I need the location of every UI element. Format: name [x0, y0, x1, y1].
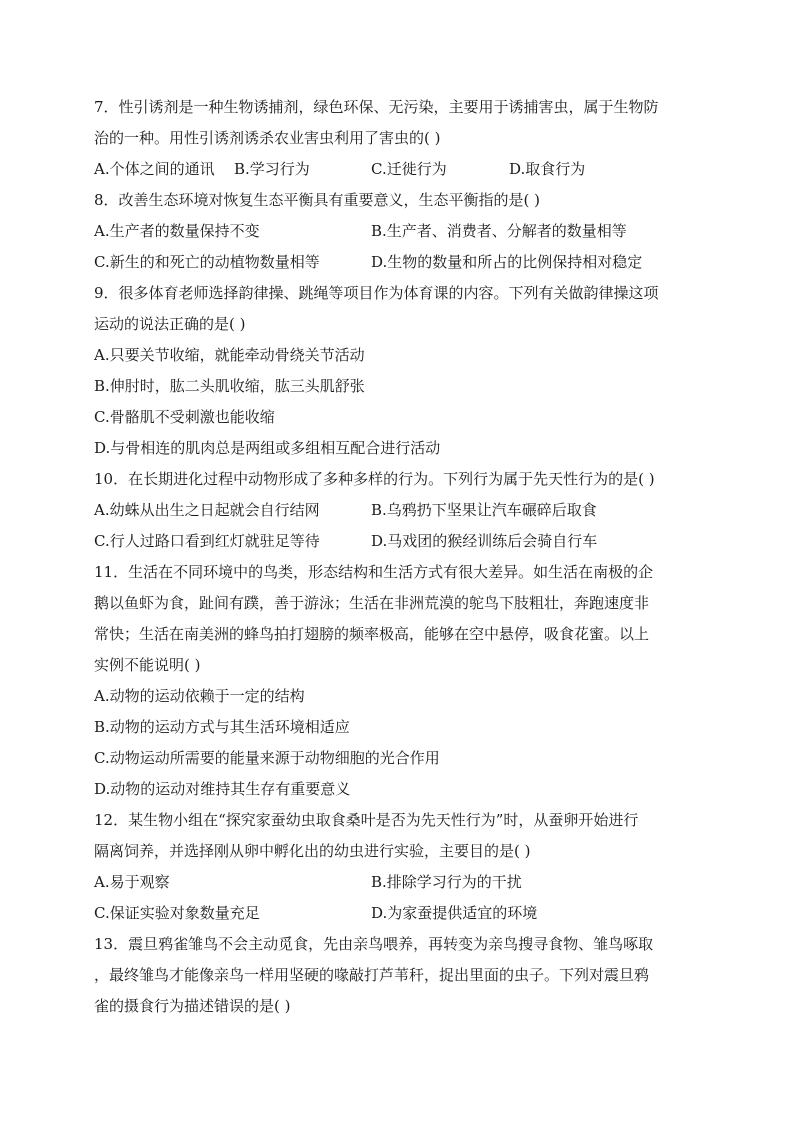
option-b: B.伸肘时，肱二头肌收缩，肱三头肌舒张 [94, 377, 365, 395]
question-stem-line: 10．在长期进化过程中动物形成了多种多样的行为。下列行为属于先天性行为的是( ) [94, 470, 655, 488]
option-d: D.马戏团的猴经训练后会骑自行车 [371, 532, 598, 550]
option-b: B.学习行为 [234, 160, 310, 178]
option-row [94, 495, 700, 526]
question-stem-line: 11．生活在不同环境中的鸟类，形态结构和生活方式有很大差异。如生活在南极的企 [94, 563, 654, 581]
question-stem-line: 12．某生物小组在“探究家蚕幼虫取食桑叶是否为先天性行为”时，从蚕卵开始进行 [94, 811, 639, 829]
option-d: D.为家蚕提供适宜的环境 [371, 904, 538, 922]
option-row [94, 154, 700, 185]
option-b: B.排除学习行为的干扰 [371, 873, 522, 891]
question-stem-line: 13．震旦鸦雀雏鸟不会主动觅食，先由亲鸟喂养，再转变为亲鸟搜寻食物、雏鸟啄取 [94, 935, 654, 953]
question-9 [94, 278, 700, 464]
question-10 [94, 464, 700, 557]
option-c: C.骨骼肌不受刺激也能收缩 [94, 408, 275, 426]
question-stem-line: 8．改善生态环境对恢复生态平衡具有重要意义，生态平衡指的是( ) [94, 191, 541, 209]
option-a: A.只要关节收缩，就能牵动骨绕关节活动 [94, 346, 365, 364]
option-c: C.行人过路口看到红灯就驻足等待 [94, 532, 320, 550]
option-row [94, 867, 700, 898]
question-stem-line: ，最终雏鸟才能像亲鸟一样用坚硬的喙敲打芦苇秆，捉出里面的虫子。下列对震旦鸦 [94, 966, 650, 984]
question-13 [94, 929, 700, 1022]
option-d: D.动物的运动对维持其生存有重要意义 [94, 780, 351, 798]
question-stem-line: 隔离饲养，并选择刚从卵中孵化出的幼虫进行实验，主要目的是( ) [94, 842, 531, 860]
option-a: A.个体之间的通讯 [94, 160, 215, 178]
option-row [94, 216, 700, 247]
option-d: D.取食行为 [509, 160, 586, 178]
question-stem-line: 鹅以鱼虾为食，趾间有蹼，善于游泳；生活在非洲荒漠的鸵鸟下肢粗壮，奔跑速度非 [94, 594, 650, 612]
question-12 [94, 805, 700, 929]
option-c: C.保证实验对象数量充足 [94, 904, 260, 922]
option-row [94, 247, 700, 278]
option-d: D.与骨相连的肌肉总是两组或多组相互配合进行活动 [94, 439, 441, 457]
option-b: B.动物的运动方式与其生活环境相适应 [94, 718, 350, 736]
question-8 [94, 185, 700, 278]
option-row [94, 526, 700, 557]
option-a: A.生产者的数量保持不变 [94, 222, 260, 240]
question-stem-line: 实例不能说明( ) [94, 656, 201, 674]
option-c: C.迁徙行为 [371, 160, 447, 178]
question-stem-line: 治的一种。用性引诱剂诱杀农业害虫利用了害虫的( ) [94, 129, 441, 147]
exam-page [94, 92, 700, 1022]
option-a: A.动物的运动依赖于一定的结构 [94, 687, 305, 705]
option-d: D.生物的数量和所占的比例保持相对稳定 [371, 253, 643, 271]
question-11 [94, 557, 700, 805]
option-b: B.生产者、消费者、分解者的数量相等 [371, 222, 627, 240]
option-c: C.新生的和死亡的动植物数量相等 [94, 253, 320, 271]
option-a: A.易于观察 [94, 873, 170, 891]
question-stem-line: 运动的说法正确的是( ) [94, 315, 246, 333]
question-stem-line: 7．性引诱剂是一种生物诱捕剂，绿色环保、无污染，主要用于诱捕害虫，属于生物防 [94, 98, 659, 116]
question-stem-line: 9．很多体育老师选择韵律操、跳绳等项目作为体育课的内容。下列有关做韵律操这项 [94, 284, 659, 302]
option-b: B.乌鸦扔下坚果让汽车碾碎后取食 [371, 501, 597, 519]
option-a: A.幼蛛从出生之日起就会自行结网 [94, 501, 320, 519]
option-row [94, 898, 700, 929]
option-c: C.动物运动所需要的能量来源于动物细胞的光合作用 [94, 749, 440, 767]
question-stem-line: 雀的摄食行为描述错误的是( ) [94, 997, 291, 1015]
question-7 [94, 92, 700, 185]
question-stem-line: 常快；生活在南美洲的蜂鸟拍打翅膀的频率极高，能够在空中悬停，吸食花蜜。以上 [94, 625, 650, 643]
